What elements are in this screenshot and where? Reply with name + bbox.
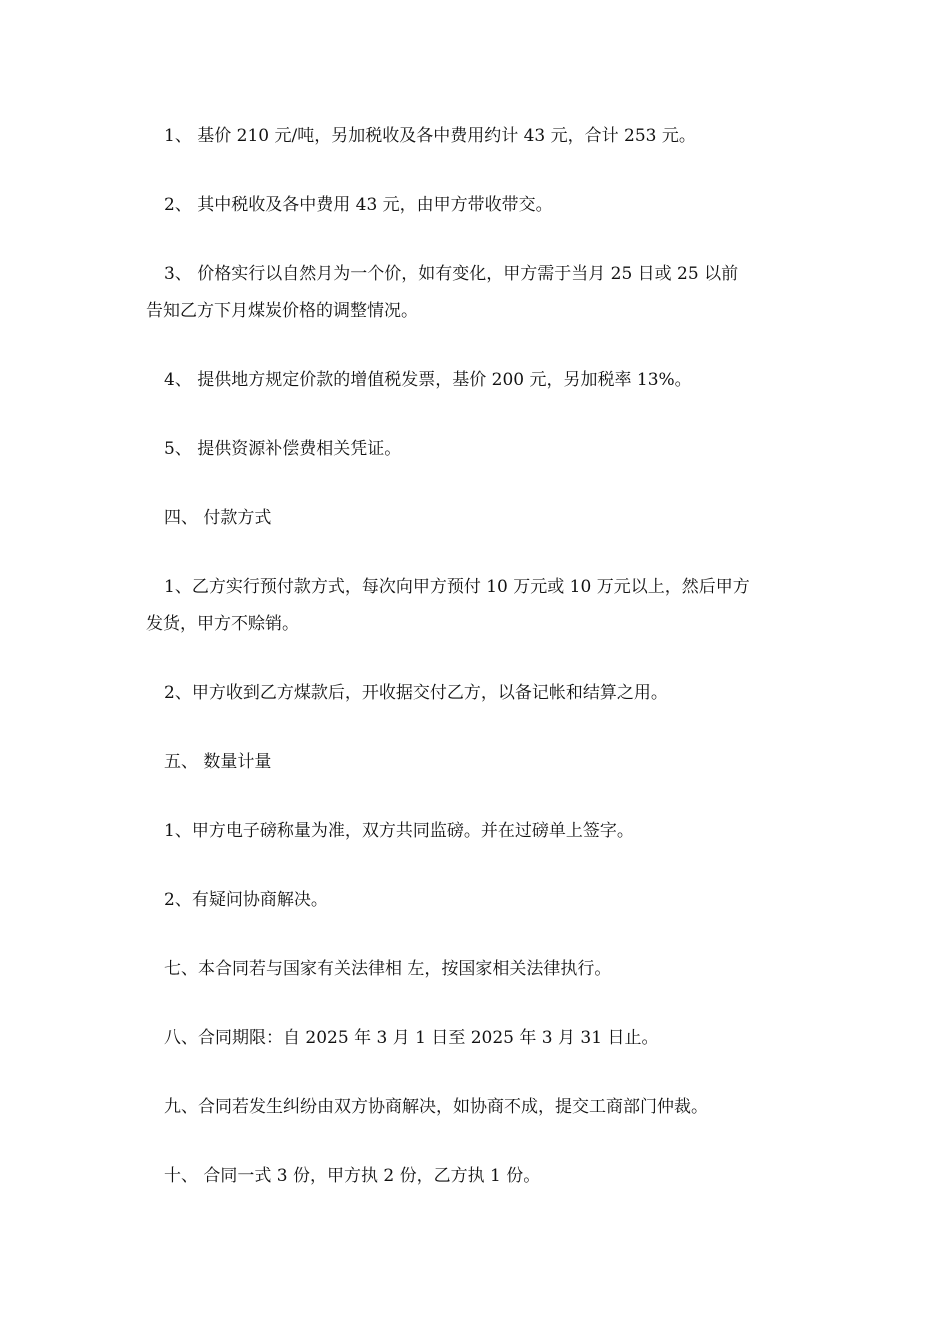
clause-price-3-cont: 告知乙方下月煤炭价格的调整情况。 [146, 301, 418, 321]
clause-quantity-2: 2、有疑问协商解决。 [164, 890, 328, 910]
clause-payment-1: 1、乙方实行预付款方式，每次向甲方预付 10 万元或 10 万元以上，然后甲方 [164, 577, 750, 597]
clause-seven: 七、本合同若与国家有关法律相 左，按国家相关法律执行。 [164, 959, 612, 979]
section-heading-quantity: 五、 数量计量 [164, 752, 272, 772]
clause-payment-2: 2、甲方收到乙方煤款后，开收据交付乙方，以备记帐和结算之用。 [164, 683, 668, 703]
clause-nine: 九、合同若发生纠纷由双方协商解决，如协商不成，提交工商部门仲裁。 [164, 1097, 708, 1117]
clause-ten: 十、 合同一式 3 份，甲方执 2 份，乙方执 1 份。 [164, 1166, 541, 1186]
clause-eight: 八、合同期限：自 2025 年 3 月 1 日至 2025 年 3 月 31 日止。 [164, 1028, 659, 1048]
clause-price-4: 4、 提供地方规定价款的增值税发票，基价 200 元，另加税率 13%。 [164, 370, 692, 390]
clause-price-5: 5、 提供资源补偿费相关凭证。 [164, 439, 402, 459]
section-heading-payment: 四、 付款方式 [164, 508, 272, 528]
clause-payment-1-cont: 发货，甲方不赊销。 [146, 614, 299, 634]
clause-price-2: 2、 其中税收及各中费用 43 元，由甲方带收带交。 [164, 195, 553, 215]
clause-quantity-1: 1、甲方电子磅称量为准，双方共同监磅。并在过磅单上签字。 [164, 821, 634, 841]
clause-price-1: 1、 基价 210 元/吨，另加税收及各中费用约计 43 元，合计 253 元。 [164, 126, 696, 146]
clause-price-3: 3、 价格实行以自然月为一个价，如有变化，甲方需于当月 25 日或 25 以前 [164, 264, 739, 284]
